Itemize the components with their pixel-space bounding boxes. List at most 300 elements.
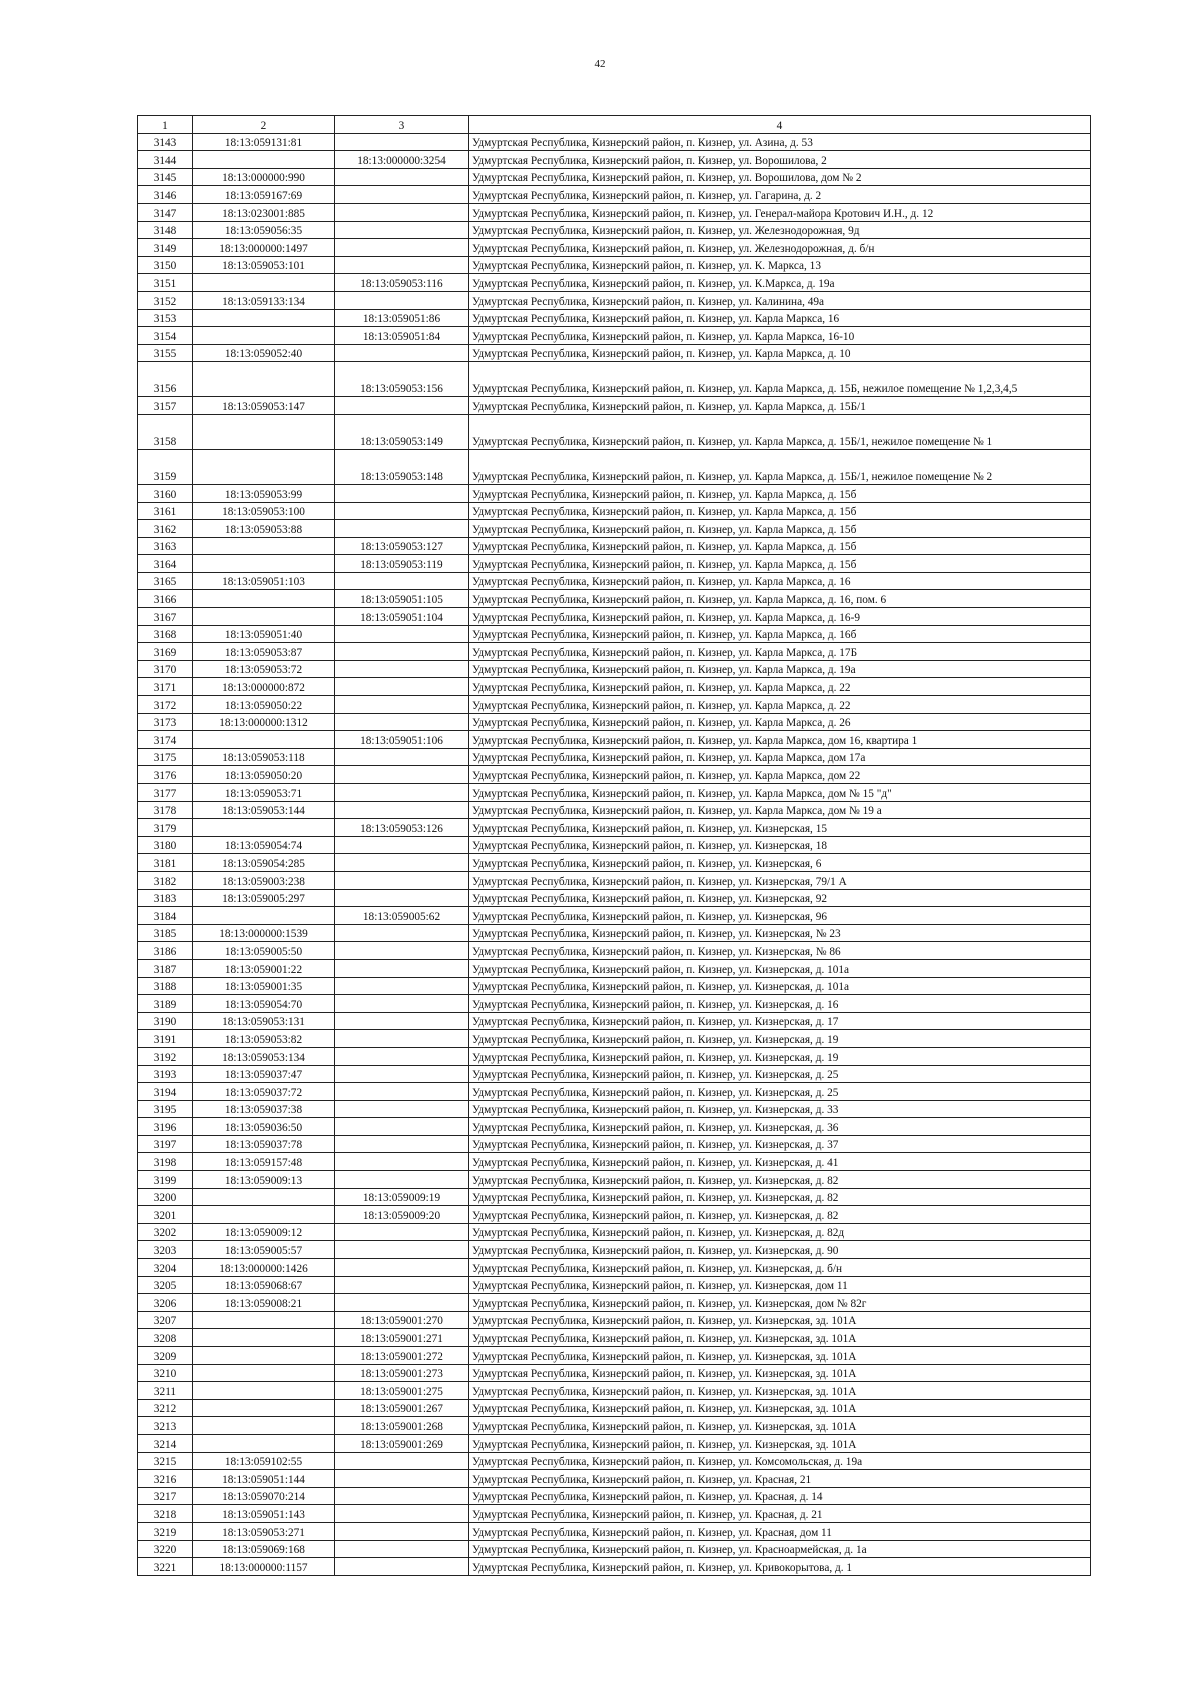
building-cadastral-number: 18:13:059053:149 — [335, 414, 469, 449]
building-cadastral-number: 18:13:059001:270 — [335, 1311, 469, 1329]
table-row — [138, 784, 1091, 802]
land-cadastral-number — [193, 537, 335, 555]
table-row — [138, 1135, 1091, 1153]
land-cadastral-number: 18:13:059003:238 — [193, 871, 335, 889]
building-cadastral-number — [335, 502, 469, 520]
land-cadastral-number — [193, 1311, 335, 1329]
row-number: 3205 — [138, 1276, 193, 1294]
building-cadastral-number — [335, 1153, 469, 1171]
address: Удмуртская Республика, Кизнерский район, п. Кизнер, ул. Кизнерская, д. 17 — [469, 1012, 1091, 1030]
land-cadastral-number: 18:13:059051:103 — [193, 572, 335, 590]
land-cadastral-number: 18:13:000000:1312 — [193, 713, 335, 731]
address: Удмуртская Республика, Кизнерский район, п. Кизнер, ул. Кизнерская, д. 101а — [469, 959, 1091, 977]
row-number: 3162 — [138, 520, 193, 538]
address: Удмуртская Республика, Кизнерский район, п. Кизнер, ул. Кизнерская, 15 — [469, 819, 1091, 837]
table-row — [138, 168, 1091, 186]
land-cadastral-number: 18:13:000000:1426 — [193, 1259, 335, 1277]
land-cadastral-number: 18:13:059070:214 — [193, 1487, 335, 1505]
table-row — [138, 678, 1091, 696]
table-row — [138, 731, 1091, 749]
address: Удмуртская Республика, Кизнерский район, п. Кизнер, ул. Калинина, 49а — [469, 291, 1091, 309]
table-row — [138, 397, 1091, 415]
row-number: 3171 — [138, 678, 193, 696]
table-row — [138, 977, 1091, 995]
land-cadastral-number: 18:13:000000:1539 — [193, 924, 335, 942]
building-cadastral-number: 18:13:059053:156 — [335, 362, 469, 397]
table-row — [138, 484, 1091, 502]
land-cadastral-number: 18:13:059054:70 — [193, 995, 335, 1013]
building-cadastral-number: 18:13:059053:148 — [335, 449, 469, 484]
address: Удмуртская Республика, Кизнерский район, п. Кизнер, ул. Кизнерская, 18 — [469, 836, 1091, 854]
row-number: 3213 — [138, 1417, 193, 1435]
land-cadastral-number: 18:13:059001:22 — [193, 959, 335, 977]
row-number: 3207 — [138, 1311, 193, 1329]
table-row — [138, 995, 1091, 1013]
building-cadastral-number — [335, 801, 469, 819]
building-cadastral-number: 18:13:059001:267 — [335, 1399, 469, 1417]
land-cadastral-number: 18:13:059053:87 — [193, 643, 335, 661]
table-row — [138, 449, 1091, 484]
table-row — [138, 502, 1091, 520]
table-row — [138, 854, 1091, 872]
land-cadastral-number: 18:13:000000:1157 — [193, 1558, 335, 1576]
table-row — [138, 362, 1091, 397]
table-row — [138, 907, 1091, 925]
land-cadastral-number: 18:13:059069:168 — [193, 1540, 335, 1558]
address: Удмуртская Республика, Кизнерский район, п. Кизнер, ул. Карла Маркса, д. 19а — [469, 660, 1091, 678]
address: Удмуртская Республика, Кизнерский район, п. Кизнер, ул. Карла Маркса, д. 15б — [469, 537, 1091, 555]
land-cadastral-number: 18:13:059037:38 — [193, 1100, 335, 1118]
address: Удмуртская Республика, Кизнерский район, п. Кизнер, ул. Кизнерская, зд. 101А — [469, 1434, 1091, 1452]
building-cadastral-number — [335, 1487, 469, 1505]
building-cadastral-number — [335, 397, 469, 415]
row-number: 3180 — [138, 836, 193, 854]
table-row — [138, 1487, 1091, 1505]
land-cadastral-number — [193, 1434, 335, 1452]
building-cadastral-number — [335, 203, 469, 221]
table-row — [138, 766, 1091, 784]
building-cadastral-number — [335, 168, 469, 186]
address: Удмуртская Республика, Кизнерский район, п. Кизнер, ул. Карла Маркса, д. 15Б/1, нежилое помещение № 1 — [469, 414, 1091, 449]
address: Удмуртская Республика, Кизнерский район, п. Кизнер, ул. Карла Маркса, д. 16б — [469, 625, 1091, 643]
building-cadastral-number — [335, 239, 469, 257]
row-number: 3154 — [138, 327, 193, 345]
address: Удмуртская Республика, Кизнерский район, п. Кизнер, ул. Карла Маркса, д. 16-9 — [469, 608, 1091, 626]
building-cadastral-number — [335, 1558, 469, 1576]
address: Удмуртская Республика, Кизнерский район, п. Кизнер, ул. Комсомольская, д. 19а — [469, 1452, 1091, 1470]
address: Удмуртская Республика, Кизнерский район, п. Кизнер, ул. Карла Маркса, д. 16, пом. 6 — [469, 590, 1091, 608]
row-number: 3178 — [138, 801, 193, 819]
land-cadastral-number: 18:13:059053:88 — [193, 520, 335, 538]
address: Удмуртская Республика, Кизнерский район, п. Кизнер, ул. Кизнерская, д. б/н — [469, 1259, 1091, 1277]
table-row — [138, 1047, 1091, 1065]
table-row — [138, 1558, 1091, 1576]
land-cadastral-number: 18:13:059005:297 — [193, 889, 335, 907]
row-number: 3186 — [138, 942, 193, 960]
land-cadastral-number — [193, 151, 335, 169]
row-number: 3211 — [138, 1382, 193, 1400]
land-cadastral-number — [193, 555, 335, 573]
land-cadastral-number — [193, 907, 335, 925]
building-cadastral-number: 18:13:059001:271 — [335, 1329, 469, 1347]
address: Удмуртская Республика, Кизнерский район, п. Кизнер, ул. Кизнерская, д. 16 — [469, 995, 1091, 1013]
row-number: 3143 — [138, 133, 193, 151]
table-row — [138, 1171, 1091, 1189]
building-cadastral-number — [335, 1522, 469, 1540]
address: Удмуртская Республика, Кизнерский район, п. Кизнер, ул. Азина, д. 53 — [469, 133, 1091, 151]
address: Удмуртская Республика, Кизнерский район, п. Кизнер, ул. Красноармейская, д. 1а — [469, 1540, 1091, 1558]
row-number: 3202 — [138, 1223, 193, 1241]
row-number: 3173 — [138, 713, 193, 731]
table-row — [138, 713, 1091, 731]
row-number: 3221 — [138, 1558, 193, 1576]
table-row — [138, 520, 1091, 538]
building-cadastral-number — [335, 344, 469, 362]
header-col-2: 2 — [193, 116, 335, 134]
address: Удмуртская Республика, Кизнерский район, п. Кизнер, ул. Кизнерская, зд. 101А — [469, 1347, 1091, 1365]
address: Удмуртская Республика, Кизнерский район, п. Кизнер, ул. Кизнерская, д. 25 — [469, 1065, 1091, 1083]
table-row — [138, 942, 1091, 960]
table-row — [138, 1364, 1091, 1382]
table-row — [138, 1382, 1091, 1400]
address: Удмуртская Республика, Кизнерский район, п. Кизнер, ул. Гагарина, д. 2 — [469, 186, 1091, 204]
address: Удмуртская Республика, Кизнерский район, п. Кизнер, ул. Кизнерская, д. 82 — [469, 1206, 1091, 1224]
row-number: 3146 — [138, 186, 193, 204]
address: Удмуртская Республика, Кизнерский район, п. Кизнер, ул. Карла Маркса, д. 15Б, нежилое помещение № 1,2,3,4,5 — [469, 362, 1091, 397]
table-row — [138, 590, 1091, 608]
address: Удмуртская Республика, Кизнерский район, п. Кизнер, ул. Карла Маркса, д. 15б — [469, 484, 1091, 502]
row-number: 3182 — [138, 871, 193, 889]
table-row — [138, 1417, 1091, 1435]
table-row — [138, 1188, 1091, 1206]
building-cadastral-number — [335, 854, 469, 872]
row-number: 3188 — [138, 977, 193, 995]
building-cadastral-number — [335, 1118, 469, 1136]
land-cadastral-number: 18:13:059068:67 — [193, 1276, 335, 1294]
address: Удмуртская Республика, Кизнерский район, п. Кизнер, ул. Кизнерская, 92 — [469, 889, 1091, 907]
header-col-1: 1 — [138, 116, 193, 134]
land-cadastral-number: 18:13:000000:990 — [193, 168, 335, 186]
address: Удмуртская Республика, Кизнерский район, п. Кизнер, ул. Красная, дом 11 — [469, 1522, 1091, 1540]
address: Удмуртская Республика, Кизнерский район, п. Кизнер, ул. Карла Маркса, д. 10 — [469, 344, 1091, 362]
land-cadastral-number — [193, 608, 335, 626]
building-cadastral-number — [335, 959, 469, 977]
building-cadastral-number — [335, 1012, 469, 1030]
building-cadastral-number — [335, 1100, 469, 1118]
row-number: 3189 — [138, 995, 193, 1013]
land-cadastral-number — [193, 731, 335, 749]
row-number: 3157 — [138, 397, 193, 415]
building-cadastral-number: 18:13:059001:275 — [335, 1382, 469, 1400]
building-cadastral-number — [335, 520, 469, 538]
row-number: 3187 — [138, 959, 193, 977]
table-body — [138, 133, 1091, 1575]
building-cadastral-number — [335, 1030, 469, 1048]
table-row — [138, 748, 1091, 766]
table-row — [138, 414, 1091, 449]
row-number: 3168 — [138, 625, 193, 643]
row-number: 3193 — [138, 1065, 193, 1083]
building-cadastral-number — [335, 678, 469, 696]
address: Удмуртская Республика, Кизнерский район, п. Кизнер, ул. Железнодорожная, 9д — [469, 221, 1091, 239]
address: Удмуртская Республика, Кизнерский район, п. Кизнер, ул. Кизнерская, дом 11 — [469, 1276, 1091, 1294]
land-cadastral-number — [193, 1329, 335, 1347]
row-number: 3156 — [138, 362, 193, 397]
address: Удмуртская Республика, Кизнерский район, п. Кизнер, ул. Кизнерская, зд. 101А — [469, 1417, 1091, 1435]
address: Удмуртская Республика, Кизнерский район, п. Кизнер, ул. Кизнерская, д. 101а — [469, 977, 1091, 995]
address: Удмуртская Республика, Кизнерский район, п. Кизнер, ул. Кизнерская, № 23 — [469, 924, 1091, 942]
land-cadastral-number: 18:13:059051:143 — [193, 1505, 335, 1523]
row-number: 3163 — [138, 537, 193, 555]
address: Удмуртская Республика, Кизнерский район, п. Кизнер, ул. Карла Маркса, дом 22 — [469, 766, 1091, 784]
land-cadastral-number — [193, 1347, 335, 1365]
building-cadastral-number — [335, 484, 469, 502]
row-number: 3185 — [138, 924, 193, 942]
page-number: 42 — [594, 58, 606, 70]
table-row — [138, 555, 1091, 573]
row-number: 3201 — [138, 1206, 193, 1224]
address: Удмуртская Республика, Кизнерский район, п. Кизнер, ул. Ворошилова, дом № 2 — [469, 168, 1091, 186]
land-cadastral-number: 18:13:059053:134 — [193, 1047, 335, 1065]
building-cadastral-number — [335, 186, 469, 204]
row-number: 3176 — [138, 766, 193, 784]
row-number: 3219 — [138, 1522, 193, 1540]
building-cadastral-number — [335, 1135, 469, 1153]
row-number: 3196 — [138, 1118, 193, 1136]
address: Удмуртская Республика, Кизнерский район, п. Кизнер, ул. Кизнерская, д. 82 — [469, 1171, 1091, 1189]
row-number: 3218 — [138, 1505, 193, 1523]
row-number: 3206 — [138, 1294, 193, 1312]
land-cadastral-number — [193, 1364, 335, 1382]
land-cadastral-number — [193, 1399, 335, 1417]
row-number: 3148 — [138, 221, 193, 239]
land-cadastral-number — [193, 1417, 335, 1435]
address: Удмуртская Республика, Кизнерский район, п. Кизнер, ул. Кизнерская, д. 82д — [469, 1223, 1091, 1241]
land-cadastral-number: 18:13:000000:872 — [193, 678, 335, 696]
land-cadastral-number: 18:13:059054:285 — [193, 854, 335, 872]
table-row — [138, 660, 1091, 678]
address: Удмуртская Республика, Кизнерский район, п. Кизнер, ул. Карла Маркса, 16 — [469, 309, 1091, 327]
table-row — [138, 643, 1091, 661]
building-cadastral-number — [335, 766, 469, 784]
address: Удмуртская Республика, Кизнерский район, п. Кизнер, ул. Карла Маркса, д. 26 — [469, 713, 1091, 731]
table-row — [138, 239, 1091, 257]
table-row — [138, 1505, 1091, 1523]
address: Удмуртская Республика, Кизнерский район, п. Кизнер, ул. Карла Маркса, д. 15Б/1 — [469, 397, 1091, 415]
building-cadastral-number — [335, 221, 469, 239]
address: Удмуртская Республика, Кизнерский район, п. Кизнер, ул. К.Маркса, д. 19а — [469, 274, 1091, 292]
row-number: 3212 — [138, 1399, 193, 1417]
address: Удмуртская Республика, Кизнерский район, п. Кизнер, ул. Кизнерская, 6 — [469, 854, 1091, 872]
land-cadastral-number: 18:13:059102:55 — [193, 1452, 335, 1470]
row-number: 3197 — [138, 1135, 193, 1153]
table-row — [138, 1311, 1091, 1329]
address: Удмуртская Республика, Кизнерский район, п. Кизнер, ул. Кизнерская, д. 36 — [469, 1118, 1091, 1136]
row-number: 3144 — [138, 151, 193, 169]
building-cadastral-number: 18:13:059053:119 — [335, 555, 469, 573]
land-cadastral-number: 18:13:059052:40 — [193, 344, 335, 362]
building-cadastral-number — [335, 643, 469, 661]
row-number: 3153 — [138, 309, 193, 327]
table-row — [138, 1522, 1091, 1540]
table-row — [138, 256, 1091, 274]
row-number: 3181 — [138, 854, 193, 872]
land-cadastral-number: 18:13:059053:144 — [193, 801, 335, 819]
address: Удмуртская Республика, Кизнерский район, п. Кизнер, ул. Карла Маркса, д. 22 — [469, 678, 1091, 696]
building-cadastral-number — [335, 748, 469, 766]
land-cadastral-number: 18:13:059009:13 — [193, 1171, 335, 1189]
address: Удмуртская Республика, Кизнерский район, п. Кизнер, ул. Кизнерская, д. 19 — [469, 1047, 1091, 1065]
land-cadastral-number: 18:13:059053:131 — [193, 1012, 335, 1030]
land-cadastral-number: 18:13:059037:78 — [193, 1135, 335, 1153]
building-cadastral-number — [335, 1259, 469, 1277]
address: Удмуртская Республика, Кизнерский район, п. Кизнер, ул. Железнодорожная, д. б/н — [469, 239, 1091, 257]
building-cadastral-number: 18:13:059053:116 — [335, 274, 469, 292]
address: Удмуртская Республика, Кизнерский район, п. Кизнер, ул. Карла Маркса, дом 16, квартира 1 — [469, 731, 1091, 749]
building-cadastral-number — [335, 924, 469, 942]
address: Удмуртская Республика, Кизнерский район, п. Кизнер, ул. Карла Маркса, 16-10 — [469, 327, 1091, 345]
table-row — [138, 1399, 1091, 1417]
table-row — [138, 186, 1091, 204]
row-number: 3179 — [138, 819, 193, 837]
building-cadastral-number: 18:13:059051:105 — [335, 590, 469, 608]
building-cadastral-number — [335, 784, 469, 802]
address: Удмуртская Республика, Кизнерский район, п. Кизнер, ул. Карла Маркса, д. 16 — [469, 572, 1091, 590]
row-number: 3214 — [138, 1434, 193, 1452]
row-number: 3170 — [138, 660, 193, 678]
building-cadastral-number: 18:13:059001:273 — [335, 1364, 469, 1382]
building-cadastral-number: 18:13:059001:272 — [335, 1347, 469, 1365]
building-cadastral-number: 18:13:059051:104 — [335, 608, 469, 626]
building-cadastral-number — [335, 291, 469, 309]
row-number: 3177 — [138, 784, 193, 802]
land-cadastral-number — [193, 819, 335, 837]
address: Удмуртская Республика, Кизнерский район, п. Кизнер, ул. Красная, 21 — [469, 1470, 1091, 1488]
row-number: 3190 — [138, 1012, 193, 1030]
row-number: 3198 — [138, 1153, 193, 1171]
table-row — [138, 1083, 1091, 1101]
row-number: 3172 — [138, 696, 193, 714]
land-cadastral-number: 18:13:023001:885 — [193, 203, 335, 221]
address: Удмуртская Республика, Кизнерский район, п. Кизнер, ул. Кизнерская, д. 90 — [469, 1241, 1091, 1259]
table-row — [138, 291, 1091, 309]
building-cadastral-number: 18:13:059001:269 — [335, 1434, 469, 1452]
building-cadastral-number — [335, 1223, 469, 1241]
building-cadastral-number — [335, 995, 469, 1013]
table-row — [138, 1294, 1091, 1312]
building-cadastral-number: 18:13:059001:268 — [335, 1417, 469, 1435]
table-row — [138, 221, 1091, 239]
address: Удмуртская Республика, Кизнерский район, п. Кизнер, ул. Карла Маркса, д. 15б — [469, 555, 1091, 573]
address: Удмуртская Республика, Кизнерский район, п. Кизнер, ул. Кизнерская, № 86 — [469, 942, 1091, 960]
address: Удмуртская Республика, Кизнерский район, п. Кизнер, ул. Кизнерская, д. 82 — [469, 1188, 1091, 1206]
land-cadastral-number: 18:13:059133:134 — [193, 291, 335, 309]
row-number: 3151 — [138, 274, 193, 292]
land-cadastral-number: 18:13:059053:72 — [193, 660, 335, 678]
building-cadastral-number: 18:13:059009:19 — [335, 1188, 469, 1206]
land-cadastral-number — [193, 414, 335, 449]
land-cadastral-number: 18:13:059037:47 — [193, 1065, 335, 1083]
building-cadastral-number — [335, 836, 469, 854]
table-row — [138, 1241, 1091, 1259]
building-cadastral-number — [335, 977, 469, 995]
header-col-4: 4 — [469, 116, 1091, 134]
land-cadastral-number — [193, 1188, 335, 1206]
land-cadastral-number: 18:13:059054:74 — [193, 836, 335, 854]
address: Удмуртская Республика, Кизнерский район, п. Кизнер, ул. Карла Маркса, дом № 19 а — [469, 801, 1091, 819]
land-cadastral-number: 18:13:059001:35 — [193, 977, 335, 995]
address: Удмуртская Республика, Кизнерский район, п. Кизнер, ул. Карла Маркса, д. 15Б/1, нежилое помещение № 2 — [469, 449, 1091, 484]
table-row — [138, 309, 1091, 327]
row-number: 3149 — [138, 239, 193, 257]
building-cadastral-number: 18:13:059053:127 — [335, 537, 469, 555]
address: Удмуртская Республика, Кизнерский район, п. Кизнер, ул. Кривокорытова, д. 1 — [469, 1558, 1091, 1576]
building-cadastral-number — [335, 1294, 469, 1312]
land-cadastral-number — [193, 274, 335, 292]
address: Удмуртская Республика, Кизнерский район, п. Кизнер, ул. Карла Маркса, д. 15б — [469, 502, 1091, 520]
building-cadastral-number: 18:13:000000:3254 — [335, 151, 469, 169]
table-row — [138, 625, 1091, 643]
address: Удмуртская Республика, Кизнерский район, п. Кизнер, ул. Кизнерская, зд. 101А — [469, 1382, 1091, 1400]
building-cadastral-number — [335, 713, 469, 731]
table-row — [138, 1118, 1091, 1136]
row-number: 3183 — [138, 889, 193, 907]
address: Удмуртская Республика, Кизнерский район, п. Кизнер, ул. Кизнерская, 96 — [469, 907, 1091, 925]
land-cadastral-number: 18:13:059053:100 — [193, 502, 335, 520]
row-number: 3215 — [138, 1452, 193, 1470]
address: Удмуртская Республика, Кизнерский район, п. Кизнер, ул. Красная, д. 14 — [469, 1487, 1091, 1505]
row-number: 3165 — [138, 572, 193, 590]
land-cadastral-number: 18:13:059008:21 — [193, 1294, 335, 1312]
table-row — [138, 1540, 1091, 1558]
row-number: 3167 — [138, 608, 193, 626]
building-cadastral-number — [335, 1241, 469, 1259]
address: Удмуртская Республика, Кизнерский район, п. Кизнер, ул. Кизнерская, зд. 101А — [469, 1329, 1091, 1347]
address: Удмуртская Республика, Кизнерский район, п. Кизнер, ул. Карла Маркса, д. 22 — [469, 696, 1091, 714]
building-cadastral-number — [335, 1276, 469, 1294]
row-number: 3220 — [138, 1540, 193, 1558]
row-number: 3184 — [138, 907, 193, 925]
table-row — [138, 133, 1091, 151]
building-cadastral-number — [335, 133, 469, 151]
row-number: 3210 — [138, 1364, 193, 1382]
row-number: 3199 — [138, 1171, 193, 1189]
row-number: 3209 — [138, 1347, 193, 1365]
address: Удмуртская Республика, Кизнерский район, п. Кизнер, ул. Кизнерская, д. 37 — [469, 1135, 1091, 1153]
land-cadastral-number — [193, 1206, 335, 1224]
address: Удмуртская Республика, Кизнерский район, п. Кизнер, ул. К. Маркса, 13 — [469, 256, 1091, 274]
address: Удмуртская Республика, Кизнерский район, п. Кизнер, ул. Кизнерская, д. 25 — [469, 1083, 1091, 1101]
row-number: 3159 — [138, 449, 193, 484]
row-number: 3158 — [138, 414, 193, 449]
table-row — [138, 1223, 1091, 1241]
land-cadastral-number: 18:13:059051:144 — [193, 1470, 335, 1488]
row-number: 3160 — [138, 484, 193, 502]
land-cadastral-number: 18:13:000000:1497 — [193, 239, 335, 257]
building-cadastral-number — [335, 1047, 469, 1065]
land-cadastral-number — [193, 309, 335, 327]
land-cadastral-number: 18:13:059051:40 — [193, 625, 335, 643]
table-row — [138, 959, 1091, 977]
row-number: 3203 — [138, 1241, 193, 1259]
land-cadastral-number: 18:13:059050:22 — [193, 696, 335, 714]
address: Удмуртская Республика, Кизнерский район, п. Кизнер, ул. Красная, д. 21 — [469, 1505, 1091, 1523]
row-number: 3150 — [138, 256, 193, 274]
building-cadastral-number — [335, 256, 469, 274]
row-number: 3161 — [138, 502, 193, 520]
address: Удмуртская Республика, Кизнерский район, п. Кизнер, ул. Карла Маркса, дом 17а — [469, 748, 1091, 766]
building-cadastral-number: 18:13:059005:62 — [335, 907, 469, 925]
